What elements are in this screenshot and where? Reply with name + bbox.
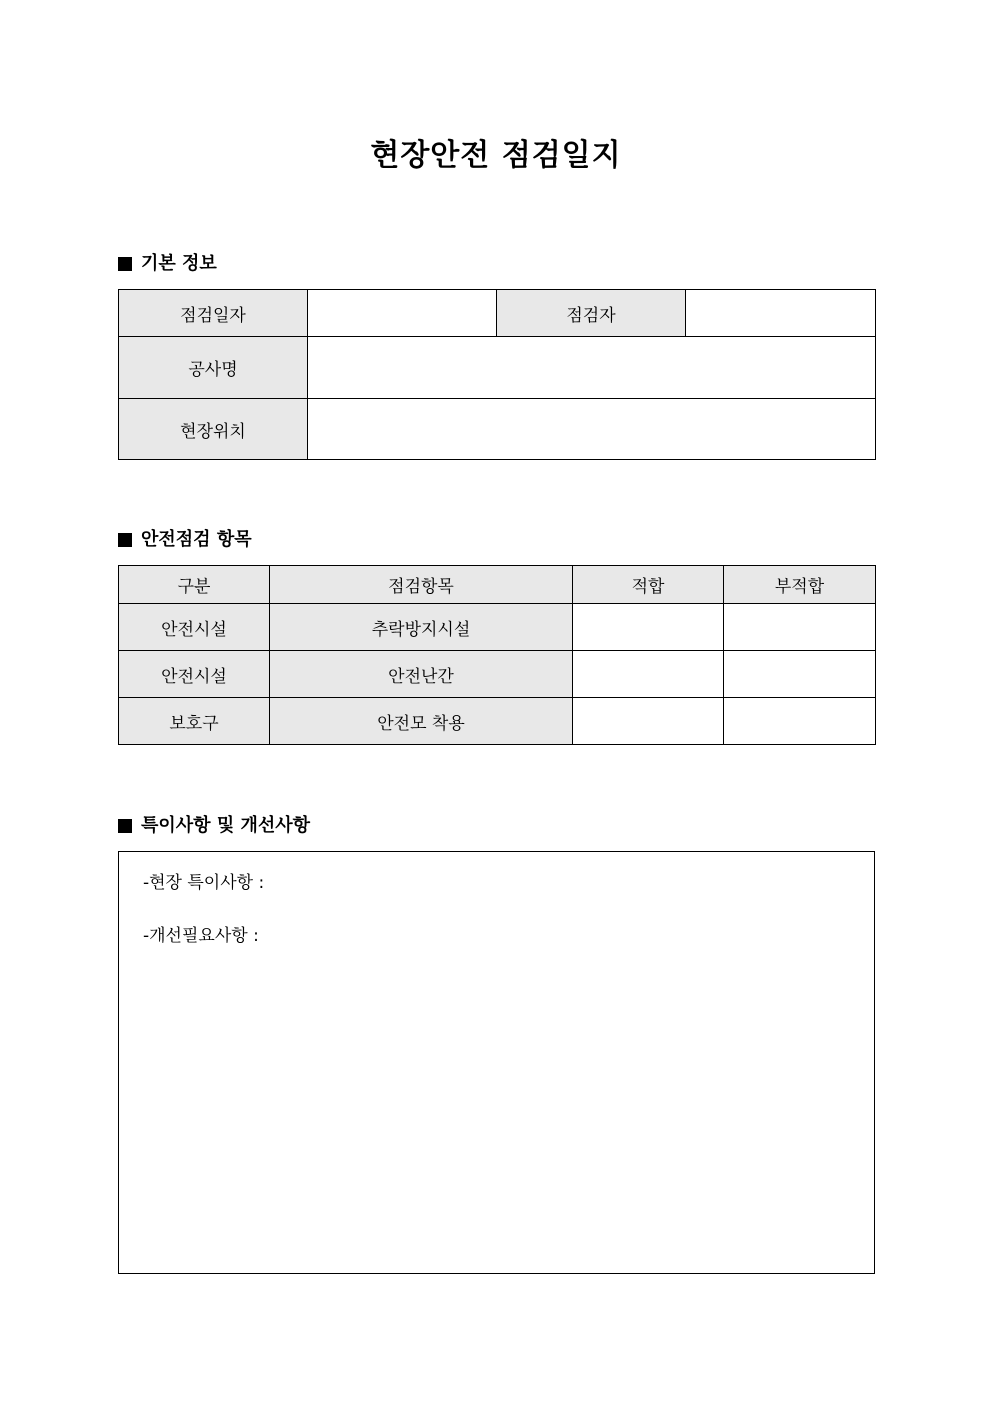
notes-heading-text: 특이사항 및 개선사항 [141,815,311,836]
project-name-label: 공사명 [119,337,308,399]
fail-cell[interactable] [724,698,876,745]
column-header-fail: 부적합 [724,566,876,604]
column-header-category: 구분 [119,566,270,604]
inspector-field[interactable] [686,290,876,337]
row-category: 안전시설 [119,651,270,698]
basic-info-heading-text: 기본 정보 [141,253,217,274]
square-bullet-icon [118,819,132,833]
page-title: 현장안전 점검일지 [370,138,622,173]
column-header-pass: 적합 [573,566,724,604]
table-row [119,604,876,651]
basic-info-row-project [119,337,876,399]
square-bullet-icon [118,533,132,547]
basic-info-row-date [119,290,876,337]
checklist-table [118,565,876,745]
notes-heading [118,814,310,838]
table-row [119,698,876,745]
row-item: 추락방지시설 [270,604,573,651]
checklist-header-row [119,566,876,604]
basic-info-row-location [119,399,876,460]
inspection-date-field[interactable] [308,290,497,337]
checklist-heading [118,528,252,552]
fail-cell[interactable] [724,651,876,698]
table-row [119,651,876,698]
project-name-field[interactable] [308,337,876,399]
pass-cell[interactable] [573,604,724,651]
square-bullet-icon [118,257,132,271]
pass-cell[interactable] [573,698,724,745]
fail-cell[interactable] [724,604,876,651]
improvement-label: -개선필요사항 : [143,926,259,946]
inspection-date-label: 점검일자 [119,290,308,337]
row-category: 보호구 [119,698,270,745]
row-category: 안전시설 [119,604,270,651]
column-header-item: 점검항목 [270,566,573,604]
site-location-label: 현장위치 [119,399,308,460]
pass-cell[interactable] [573,651,724,698]
inspector-label: 점검자 [497,290,686,337]
site-location-field[interactable] [308,399,876,460]
checklist-heading-text: 안전점검 항목 [141,529,252,550]
basic-info-table [118,289,876,460]
row-item: 안전모 착용 [270,698,573,745]
row-item: 안전난간 [270,651,573,698]
basic-info-heading [118,252,217,276]
site-notes-label: -현장 특이사항 : [143,873,265,893]
notes-textarea[interactable] [118,851,875,1274]
